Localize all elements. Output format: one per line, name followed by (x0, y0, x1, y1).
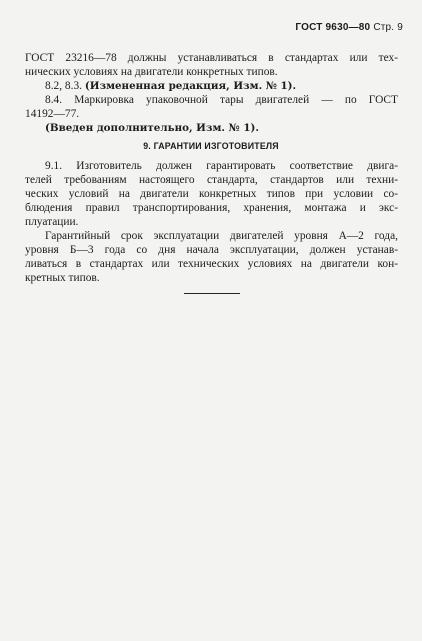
clause-number: 8.2, 8.3. (45, 80, 83, 92)
paragraph-line: телей требованиям настоящего стандарта, стандартов или техни- (25, 174, 398, 186)
header-page-number: Стр. 9 (373, 22, 403, 33)
paragraph-line: кретных типов. (25, 272, 100, 284)
paragraph-line: 9.1. Изготовитель должен гарантировать соответствие двига- (45, 160, 398, 172)
paragraph-line: Гарантийный срок эксплуатации двигателей уровня А—2 года, (45, 230, 398, 242)
amendment-note: (Введен дополнительно, Изм. № 1). (45, 122, 259, 134)
paragraph-line: ливаться в стандартах или технических условиях на двигатели кон- (25, 258, 398, 270)
clause-line (45, 79, 296, 93)
paragraph-line: уровня Б—3 года со дня начала эксплуатации, должен устанав- (25, 244, 398, 256)
paragraph-line: плуатации. (25, 216, 79, 228)
end-rule (184, 293, 240, 294)
section-heading: 9. ГАРАНТИИ ИЗГОТОВИТЕЛЯ (143, 141, 279, 151)
amendment-note: (Измененная редакция, Изм. № 1). (84, 80, 297, 92)
paragraph-line: ГОСТ 23216—78 должны устанавливаться в стандартах или тех- (25, 52, 398, 64)
paragraph-line: 14192—77. (25, 108, 80, 120)
paragraph-line: 8.4. Маркировка упаковочной тары двигателей — по ГОСТ (45, 94, 398, 106)
paragraph-line: блюдения правил транспортирования, хранения, монтажа и экс- (25, 202, 398, 214)
paragraph-line: нических условиях на двигатели конкретных типов. (25, 66, 278, 78)
paragraph-line: ческих условий на двигатели конкретных типов при условии со- (25, 188, 398, 200)
page-header (295, 22, 403, 33)
header-standard-number: ГОСТ 9630—80 (295, 22, 371, 33)
